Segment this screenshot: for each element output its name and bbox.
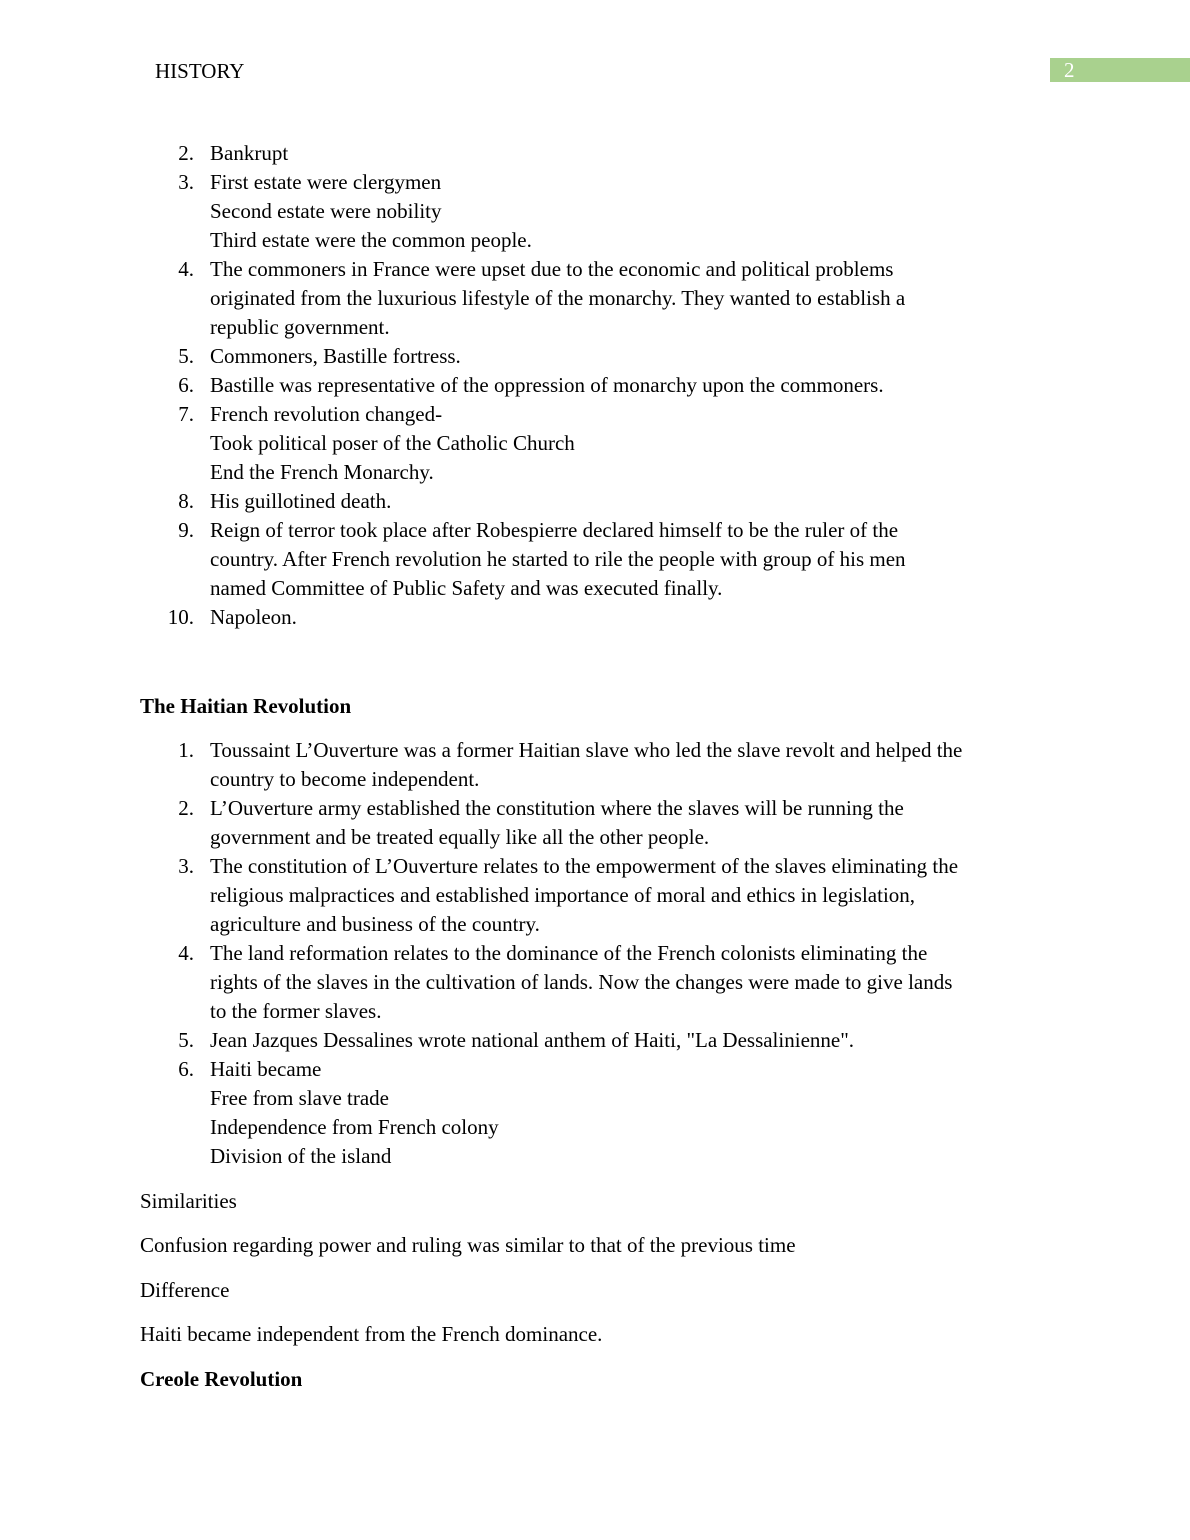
haitian-revolution-heading: The Haitian Revolution bbox=[140, 694, 352, 718]
list-item-number: 5. bbox=[178, 1028, 194, 1052]
list-item-line: Napoleon. bbox=[210, 605, 297, 629]
list-item bbox=[140, 1026, 1060, 1055]
list-item-line: The commoners in France were upset due to the economic and political problems bbox=[210, 257, 894, 281]
list-item bbox=[140, 736, 1060, 794]
list-item bbox=[140, 342, 1060, 371]
haitian-revolution-list bbox=[140, 736, 1060, 1171]
list-item-number: 6. bbox=[178, 373, 194, 397]
list-item bbox=[140, 603, 1060, 632]
list-item-line: originated from the luxurious lifestyle of the monarchy. They wanted to establish a bbox=[210, 286, 906, 310]
list-item bbox=[140, 400, 1060, 487]
list-item-number: 8. bbox=[178, 489, 194, 513]
list-item-line: The land reformation relates to the dominance of the French colonists eliminating the bbox=[210, 941, 928, 965]
list-item-line: republic government. bbox=[210, 315, 390, 339]
list-item-line: Independence from French colony bbox=[210, 1115, 499, 1139]
list-item-number: 6. bbox=[178, 1057, 194, 1081]
list-item-line: L’Ouverture army established the constitution where the slaves will be running the bbox=[210, 796, 904, 820]
list-item-line: named Committee of Public Safety and was executed finally. bbox=[210, 576, 723, 600]
list-item-line: Commoners, Bastille fortress. bbox=[210, 344, 461, 368]
list-item bbox=[140, 794, 1060, 852]
list-item-line: Haiti became bbox=[210, 1057, 322, 1081]
list-item bbox=[140, 255, 1060, 342]
creole-revolution-heading: Creole Revolution bbox=[140, 1367, 303, 1391]
list-item bbox=[140, 168, 1060, 255]
list-item-line: End the French Monarchy. bbox=[210, 460, 434, 484]
french-revolution-list bbox=[140, 139, 1060, 632]
page-number-box bbox=[1050, 58, 1190, 82]
difference-label: Difference bbox=[140, 1278, 230, 1302]
list-item-line: Second estate were nobility bbox=[210, 199, 442, 223]
list-item-line: Bastille was representative of the oppression of monarchy upon the commoners. bbox=[210, 373, 884, 397]
list-item-line: religious malpractices and established importance of moral and ethics in legislation, bbox=[210, 883, 916, 907]
list-item bbox=[140, 516, 1060, 603]
list-item-line: French revolution changed- bbox=[210, 402, 443, 426]
list-item-number: 3. bbox=[178, 854, 194, 878]
list-item-line: First estate were clergymen bbox=[210, 170, 442, 194]
header-title: HISTORY bbox=[155, 59, 245, 83]
list-item-line: Division of the island bbox=[210, 1144, 392, 1168]
difference-text: Haiti became independent from the French dominance. bbox=[140, 1322, 603, 1346]
list-item-line: Took political poser of the Catholic Church bbox=[210, 431, 575, 455]
list-item-number: 10. bbox=[167, 605, 194, 629]
list-item bbox=[140, 487, 1060, 516]
similarities-label: Similarities bbox=[140, 1189, 237, 1213]
list-item-line: His guillotined death. bbox=[210, 489, 392, 513]
list-item-line: Jean Jazques Dessalines wrote national anthem of Haiti, "La Dessalinienne". bbox=[210, 1028, 855, 1052]
list-item bbox=[140, 371, 1060, 400]
list-item-line: country. After French revolution he started to rile the people with group of his men bbox=[210, 547, 906, 571]
list-item-line: rights of the slaves in the cultivation of lands. Now the changes were made to give lands bbox=[210, 970, 953, 994]
page-number: 2 bbox=[1064, 58, 1075, 82]
list-item-line: Toussaint L’Ouverture was a former Haitian slave who led the slave revolt and helped the bbox=[210, 738, 963, 762]
list-item bbox=[140, 852, 1060, 939]
list-item-number: 5. bbox=[178, 344, 194, 368]
list-item-number: 2. bbox=[178, 141, 194, 165]
similarities-text: Confusion regarding power and ruling was similar to that of the previous time bbox=[140, 1233, 796, 1257]
list-item-line: Third estate were the common people. bbox=[210, 228, 532, 252]
list-item-number: 7. bbox=[178, 402, 194, 426]
list-item-number: 3. bbox=[178, 170, 194, 194]
list-item-line: Reign of terror took place after Robespierre declared himself to be the ruler of the bbox=[210, 518, 899, 542]
list-item bbox=[140, 1055, 1060, 1171]
list-item-number: 4. bbox=[178, 257, 194, 281]
list-item-number: 1. bbox=[178, 738, 194, 762]
list-item-line: Bankrupt bbox=[210, 141, 289, 165]
list-item bbox=[140, 139, 1060, 168]
list-item-line: The constitution of L’Ouverture relates to the empowerment of the slaves eliminating the bbox=[210, 854, 959, 878]
list-item-line: to the former slaves. bbox=[210, 999, 382, 1023]
list-item-number: 4. bbox=[178, 941, 194, 965]
list-item-line: agriculture and business of the country. bbox=[210, 912, 540, 936]
list-item bbox=[140, 939, 1060, 1026]
list-item-line: government and be treated equally like all the other people. bbox=[210, 825, 710, 849]
list-item-line: Free from slave trade bbox=[210, 1086, 390, 1110]
list-item-number: 9. bbox=[178, 518, 194, 542]
list-item-line: country to become independent. bbox=[210, 767, 480, 791]
list-item-number: 2. bbox=[178, 796, 194, 820]
